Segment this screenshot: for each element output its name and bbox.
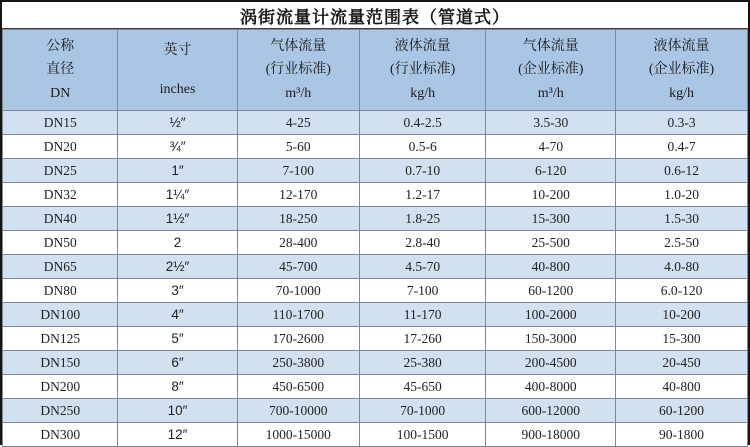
gas-flow-enterprise-cell: 40-800	[486, 255, 616, 279]
liquid-flow-enterprise-cell: 0.6-12	[616, 159, 748, 183]
liquid-flow-industry-cell: 2.8-40	[359, 231, 486, 255]
gas-flow-enterprise-cell: 900-18000	[486, 423, 616, 447]
inches-cell: 5″	[118, 327, 237, 351]
nominal-diameter-cell: DN100	[3, 303, 118, 327]
header-nominal-diameter: 公称 直径 DN	[3, 30, 118, 111]
nominal-diameter-cell: DN50	[3, 231, 118, 255]
gas-flow-industry-cell: 5-60	[237, 135, 359, 159]
table-row	[3, 399, 748, 423]
liquid-flow-enterprise-cell: 0.4-7	[616, 135, 748, 159]
liquid-flow-enterprise-cell: 60-1200	[616, 399, 748, 423]
nominal-diameter-cell: DN20	[3, 135, 118, 159]
nominal-diameter-cell: DN150	[3, 351, 118, 375]
nominal-diameter-cell: DN250	[3, 399, 118, 423]
gas-flow-industry-cell: 70-1000	[237, 279, 359, 303]
inches-cell: 3″	[118, 279, 237, 303]
nominal-diameter-cell: DN80	[3, 279, 118, 303]
gas-flow-industry-cell: 45-700	[237, 255, 359, 279]
header-inches: 英寸 inches	[118, 30, 237, 111]
liquid-flow-industry-cell: 100-1500	[359, 423, 486, 447]
liquid-flow-enterprise-cell: 2.5-50	[616, 231, 748, 255]
liquid-flow-enterprise-cell: 1.0-20	[616, 183, 748, 207]
nominal-diameter-cell: DN200	[3, 375, 118, 399]
liquid-flow-industry-cell: 0.5-6	[359, 135, 486, 159]
gas-flow-enterprise-cell: 25-500	[486, 231, 616, 255]
liquid-flow-enterprise-cell: 10-200	[616, 303, 748, 327]
gas-flow-enterprise-cell: 4-70	[486, 135, 616, 159]
gas-flow-industry-cell: 28-400	[237, 231, 359, 255]
gas-flow-enterprise-cell: 100-2000	[486, 303, 616, 327]
liquid-flow-industry-cell: 25-380	[359, 351, 486, 375]
liquid-flow-industry-cell: 0.7-10	[359, 159, 486, 183]
gas-flow-industry-cell: 1000-15000	[237, 423, 359, 447]
liquid-flow-industry-cell: 17-260	[359, 327, 486, 351]
gas-flow-industry-cell: 170-2600	[237, 327, 359, 351]
inches-cell: 8″	[118, 375, 237, 399]
table-row	[3, 423, 748, 447]
liquid-flow-enterprise-cell: 6.0-120	[616, 279, 748, 303]
table-row	[3, 183, 748, 207]
nominal-diameter-cell: DN40	[3, 207, 118, 231]
liquid-flow-enterprise-cell: 0.3-3	[616, 111, 748, 135]
inches-cell: 2½″	[118, 255, 237, 279]
header-row	[3, 30, 748, 111]
gas-flow-enterprise-cell: 60-1200	[486, 279, 616, 303]
liquid-flow-enterprise-cell: 4.0-80	[616, 255, 748, 279]
header-liquid-flow-enterprise: 液体流量 (企业标准) kg/h	[616, 30, 748, 111]
table-row	[3, 111, 748, 135]
liquid-flow-industry-cell: 1.2-17	[359, 183, 486, 207]
nominal-diameter-cell: DN65	[3, 255, 118, 279]
inches-cell: 10″	[118, 399, 237, 423]
inches-cell: 1½″	[118, 207, 237, 231]
nominal-diameter-cell: DN32	[3, 183, 118, 207]
inches-cell: 1¼″	[118, 183, 237, 207]
header-gas-flow-enterprise: 气体流量 (企业标准) m³/h	[486, 30, 616, 111]
liquid-flow-industry-cell: 1.8-25	[359, 207, 486, 231]
gas-flow-enterprise-cell: 15-300	[486, 207, 616, 231]
inches-cell: ½″	[118, 111, 237, 135]
table-row	[3, 231, 748, 255]
table-title: 涡街流量计流量范围表（管道式）	[2, 2, 748, 29]
inches-cell: 12″	[118, 423, 237, 447]
gas-flow-industry-cell: 18-250	[237, 207, 359, 231]
gas-flow-enterprise-cell: 6-120	[486, 159, 616, 183]
table-row	[3, 279, 748, 303]
gas-flow-enterprise-cell: 400-8000	[486, 375, 616, 399]
flow-range-table	[2, 29, 748, 447]
table-row	[3, 351, 748, 375]
gas-flow-enterprise-cell: 200-4500	[486, 351, 616, 375]
table-row	[3, 255, 748, 279]
nominal-diameter-cell: DN15	[3, 111, 118, 135]
nominal-diameter-cell: DN25	[3, 159, 118, 183]
gas-flow-industry-cell: 110-1700	[237, 303, 359, 327]
gas-flow-industry-cell: 4-25	[237, 111, 359, 135]
liquid-flow-industry-cell: 0.4-2.5	[359, 111, 486, 135]
gas-flow-industry-cell: 12-170	[237, 183, 359, 207]
table-row	[3, 159, 748, 183]
liquid-flow-industry-cell: 45-650	[359, 375, 486, 399]
gas-flow-enterprise-cell: 150-3000	[486, 327, 616, 351]
nominal-diameter-cell: DN125	[3, 327, 118, 351]
liquid-flow-industry-cell: 4.5-70	[359, 255, 486, 279]
gas-flow-industry-cell: 7-100	[237, 159, 359, 183]
table-row	[3, 207, 748, 231]
gas-flow-industry-cell: 250-3800	[237, 351, 359, 375]
gas-flow-industry-cell: 450-6500	[237, 375, 359, 399]
inches-cell: 4″	[118, 303, 237, 327]
liquid-flow-industry-cell: 70-1000	[359, 399, 486, 423]
liquid-flow-industry-cell: 11-170	[359, 303, 486, 327]
table-row	[3, 375, 748, 399]
gas-flow-enterprise-cell: 10-200	[486, 183, 616, 207]
inches-cell: ¾″	[118, 135, 237, 159]
liquid-flow-enterprise-cell: 90-1800	[616, 423, 748, 447]
inches-cell: 6″	[118, 351, 237, 375]
liquid-flow-industry-cell: 7-100	[359, 279, 486, 303]
gas-flow-industry-cell: 700-10000	[237, 399, 359, 423]
header-liquid-flow-industry: 液体流量 (行业标准) kg/h	[359, 30, 486, 111]
inches-cell: 2	[118, 231, 237, 255]
liquid-flow-enterprise-cell: 15-300	[616, 327, 748, 351]
liquid-flow-enterprise-cell: 40-800	[616, 375, 748, 399]
gas-flow-enterprise-cell: 3.5-30	[486, 111, 616, 135]
gas-flow-enterprise-cell: 600-12000	[486, 399, 616, 423]
nominal-diameter-cell: DN300	[3, 423, 118, 447]
table-row	[3, 135, 748, 159]
liquid-flow-enterprise-cell: 20-450	[616, 351, 748, 375]
table-row	[3, 303, 748, 327]
inches-cell: 1″	[118, 159, 237, 183]
table-row	[3, 327, 748, 351]
header-gas-flow-industry: 气体流量 (行业标准) m³/h	[237, 30, 359, 111]
liquid-flow-enterprise-cell: 1.5-30	[616, 207, 748, 231]
